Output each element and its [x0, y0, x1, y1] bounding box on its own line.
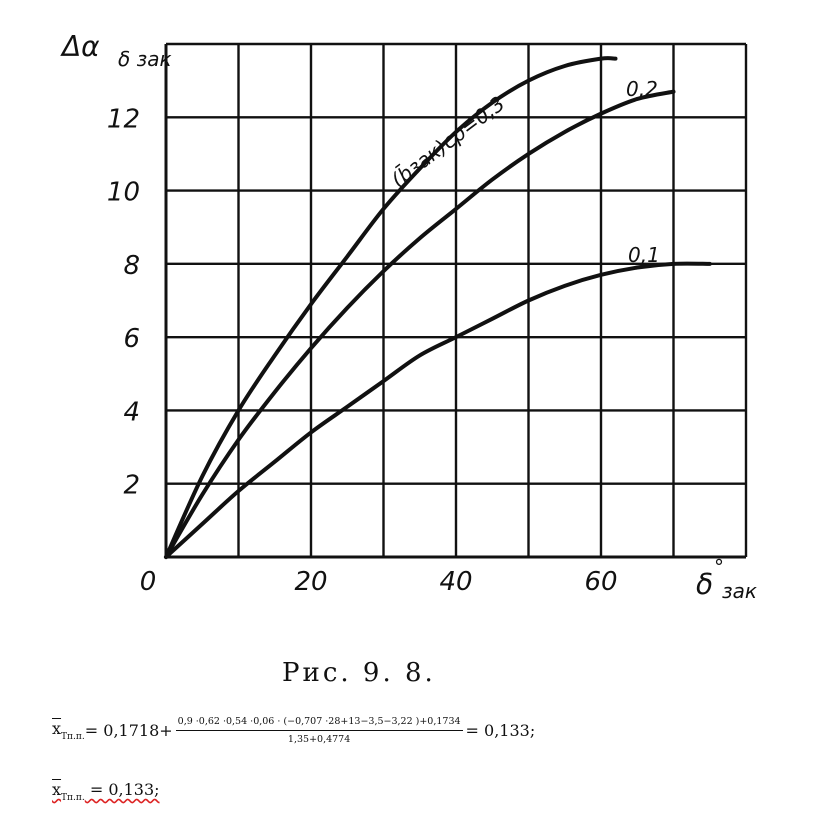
y-tick-label: 4 [123, 397, 140, 428]
x-axis-label-sup: ° [714, 555, 724, 579]
formula-numerator: 0,9 ·0,62 ·0,54 ·0,06 · (−0,707 ·28+13−3,5−3,22 )+0,1734 [176, 716, 463, 731]
curve-label-0-3: (b̄зак)ср=0,3 [386, 91, 510, 192]
curve-0-3 [166, 58, 616, 557]
x-tick-label: 20 [294, 567, 328, 597]
y-tick-label: 12 [106, 104, 140, 135]
y-axis-label: Δα [62, 30, 100, 63]
formula-denominator: 1,35+0,4774 [287, 733, 351, 745]
x-tick-label: 0 [139, 567, 157, 597]
result-rhs: = 0,133; [84, 780, 160, 799]
x-axis-label: δ [696, 568, 714, 601]
x-axis-label-sub: зак [722, 579, 757, 603]
x-tick-label: 40 [439, 567, 473, 597]
formula-eq2: = 0,133; [465, 720, 536, 740]
result-line [52, 780, 160, 803]
y-tick-labels [107, 104, 140, 500]
formula-eq1: = 0,1718+ [84, 720, 173, 740]
x-tick-label: 60 [584, 567, 618, 597]
curve-label-0-1: 0,1 [628, 243, 660, 267]
formula-lhs: $\overline{x}_{Tп.п.}$ [52, 718, 85, 742]
formula [52, 700, 535, 760]
curve-label-0-2: 0,2 [626, 77, 658, 101]
y-tick-label: 2 [123, 470, 140, 501]
x-tick-labels [140, 567, 618, 597]
y-tick-label: 10 [106, 177, 140, 208]
y-tick-label: 8 [123, 250, 140, 281]
y-axis-label-sub: δ зак [118, 47, 172, 71]
result-lhs: $x_{Tп.п.}$ [52, 780, 85, 803]
figure-caption: Рис. 9. 8. [282, 658, 436, 688]
y-tick-label: 6 [123, 324, 140, 355]
formula-fraction [176, 716, 463, 745]
